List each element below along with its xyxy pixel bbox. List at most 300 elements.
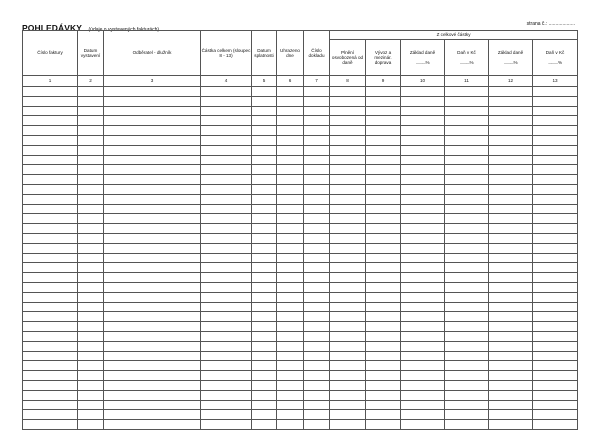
- table-cell: [104, 292, 201, 302]
- table-cell: [489, 233, 533, 243]
- table-cell: [401, 204, 445, 214]
- table-cell: [78, 106, 104, 116]
- table-cell: [445, 292, 489, 302]
- table-cell: [330, 371, 366, 381]
- table-cell: [489, 341, 533, 351]
- table-cell: [445, 165, 489, 175]
- table-cell: [330, 184, 366, 194]
- table-cell: [533, 204, 578, 214]
- table-row: [23, 126, 578, 136]
- table-cell: [533, 175, 578, 185]
- table-cell: [277, 253, 304, 263]
- table-cell: [533, 322, 578, 332]
- table-cell: [445, 155, 489, 165]
- table-cell: [366, 331, 401, 341]
- table-cell: [401, 312, 445, 322]
- table-cell: [330, 204, 366, 214]
- table-cell: [330, 263, 366, 273]
- table-cell: [201, 145, 252, 155]
- table-cell: [489, 292, 533, 302]
- table-cell: [366, 135, 401, 145]
- table-cell: [104, 155, 201, 165]
- table-cell: [201, 135, 252, 145]
- table-cell: [252, 341, 277, 351]
- table-cell: [23, 292, 78, 302]
- table-cell: [445, 243, 489, 253]
- table-cell: [330, 420, 366, 430]
- table-row: [23, 243, 578, 253]
- table-cell: [201, 263, 252, 273]
- table-cell: [104, 322, 201, 332]
- table-cell: [78, 312, 104, 322]
- table-cell: [401, 175, 445, 185]
- table-cell: [277, 263, 304, 273]
- table-cell: [533, 233, 578, 243]
- table-cell: [78, 87, 104, 97]
- table-cell: [252, 312, 277, 322]
- table-cell: [201, 322, 252, 332]
- table-row: [23, 410, 578, 420]
- table-cell: [445, 253, 489, 263]
- table-cell: [277, 341, 304, 351]
- table-cell: [104, 273, 201, 283]
- table-cell: [277, 184, 304, 194]
- table-cell: [445, 116, 489, 126]
- table-cell: [304, 292, 330, 302]
- table-row: [23, 214, 578, 224]
- table-cell: [366, 175, 401, 185]
- table-cell: [252, 243, 277, 253]
- table-cell: [201, 302, 252, 312]
- table-cell: [445, 420, 489, 430]
- table-cell: [401, 184, 445, 194]
- table-cell: [304, 312, 330, 322]
- table-cell: [277, 380, 304, 390]
- table-cell: [330, 380, 366, 390]
- table-cell: [277, 126, 304, 136]
- table-cell: [533, 302, 578, 312]
- header-group-of-total: Z celkové částky: [330, 31, 578, 40]
- table-cell: [78, 214, 104, 224]
- table-cell: [533, 155, 578, 165]
- table-cell: [401, 371, 445, 381]
- tax-base-1-percent: ..........%: [415, 59, 430, 65]
- table-cell: [366, 410, 401, 420]
- table-cell: [104, 214, 201, 224]
- table-cell: [401, 126, 445, 136]
- table-cell: [445, 390, 489, 400]
- table-cell: [277, 214, 304, 224]
- table-cell: [78, 224, 104, 234]
- table-cell: [445, 87, 489, 97]
- table-cell: [489, 145, 533, 155]
- table-row: [23, 380, 578, 390]
- table-cell: [366, 253, 401, 263]
- table-cell: [445, 224, 489, 234]
- table-body: [23, 87, 578, 430]
- table-cell: [252, 135, 277, 145]
- table-row: [23, 273, 578, 283]
- table-cell: [23, 400, 78, 410]
- table-cell: [445, 400, 489, 410]
- table-cell: [104, 312, 201, 322]
- table-cell: [401, 96, 445, 106]
- table-cell: [277, 282, 304, 292]
- table-row: [23, 175, 578, 185]
- table-cell: [401, 263, 445, 273]
- table-cell: [201, 331, 252, 341]
- table-cell: [23, 371, 78, 381]
- table-cell: [533, 371, 578, 381]
- table-cell: [277, 351, 304, 361]
- header-due-date: Datum splatnosti: [252, 31, 277, 76]
- table-cell: [78, 282, 104, 292]
- table-cell: [104, 116, 201, 126]
- table-row: [23, 155, 578, 165]
- table-cell: [104, 253, 201, 263]
- table-cell: [489, 331, 533, 341]
- table-cell: [304, 371, 330, 381]
- table-cell: [304, 410, 330, 420]
- table-cell: [78, 380, 104, 390]
- table-cell: [23, 282, 78, 292]
- table-cell: [78, 400, 104, 410]
- table-cell: [277, 145, 304, 155]
- column-number: 6: [277, 76, 304, 87]
- table-cell: [330, 96, 366, 106]
- table-cell: [533, 135, 578, 145]
- table-cell: [104, 302, 201, 312]
- header-issue-date: Datum vystavení: [78, 31, 104, 76]
- table-cell: [445, 194, 489, 204]
- table-cell: [277, 331, 304, 341]
- table-cell: [23, 273, 78, 283]
- table-cell: [489, 155, 533, 165]
- table-cell: [366, 282, 401, 292]
- table-cell: [304, 351, 330, 361]
- table-cell: [78, 253, 104, 263]
- table-cell: [445, 380, 489, 390]
- table-cell: [304, 302, 330, 312]
- table-cell: [304, 380, 330, 390]
- table-cell: [23, 126, 78, 136]
- table-cell: [78, 96, 104, 106]
- table-cell: [201, 361, 252, 371]
- table-row: [23, 331, 578, 341]
- table-cell: [304, 194, 330, 204]
- table-cell: [23, 204, 78, 214]
- table-cell: [104, 126, 201, 136]
- table-cell: [330, 126, 366, 136]
- table-cell: [445, 371, 489, 381]
- header-document-number: Číslo dokladu: [304, 31, 330, 76]
- table-cell: [252, 390, 277, 400]
- table-cell: [401, 106, 445, 116]
- table-cell: [330, 116, 366, 126]
- table-cell: [23, 380, 78, 390]
- table-cell: [366, 273, 401, 283]
- table-cell: [277, 204, 304, 214]
- table-row: [23, 184, 578, 194]
- table-cell: [23, 351, 78, 361]
- table-cell: [401, 420, 445, 430]
- table-cell: [489, 282, 533, 292]
- tax-base-2-percent: ..........%: [503, 59, 518, 65]
- table-cell: [78, 184, 104, 194]
- table-cell: [445, 282, 489, 292]
- table-cell: [366, 380, 401, 390]
- table-cell: [252, 233, 277, 243]
- table-cell: [330, 194, 366, 204]
- table-cell: [489, 273, 533, 283]
- header-row-top: [23, 31, 578, 40]
- title-main: POHLEDÁVKY: [22, 23, 83, 33]
- table-cell: [445, 106, 489, 116]
- table-cell: [78, 420, 104, 430]
- table-cell: [401, 233, 445, 243]
- table-cell: [104, 282, 201, 292]
- table-cell: [201, 165, 252, 175]
- table-row: [23, 204, 578, 214]
- table-cell: [533, 87, 578, 97]
- table-cell: [104, 361, 201, 371]
- table-cell: [366, 292, 401, 302]
- table-cell: [330, 400, 366, 410]
- header-tax-exempt: Plnění osvobozená od daně: [330, 40, 366, 76]
- table-cell: [489, 420, 533, 430]
- table-cell: [23, 135, 78, 145]
- header-invoice-number: Číslo faktury: [23, 31, 78, 76]
- table-cell: [23, 390, 78, 400]
- table-cell: [401, 390, 445, 400]
- table-cell: [78, 273, 104, 283]
- table-cell: [330, 233, 366, 243]
- table-cell: [330, 361, 366, 371]
- table-cell: [277, 194, 304, 204]
- table-cell: [23, 155, 78, 165]
- table-cell: [366, 204, 401, 214]
- table-cell: [366, 243, 401, 253]
- table-cell: [366, 400, 401, 410]
- table-row: [23, 106, 578, 116]
- column-number: 10: [401, 76, 445, 87]
- table-cell: [366, 155, 401, 165]
- table-cell: [489, 135, 533, 145]
- table-cell: [78, 341, 104, 351]
- table-cell: [277, 400, 304, 410]
- table-cell: [201, 184, 252, 194]
- table-cell: [277, 116, 304, 126]
- table-cell: [330, 214, 366, 224]
- table-cell: [533, 273, 578, 283]
- table-row: [23, 145, 578, 155]
- table-cell: [23, 194, 78, 204]
- table-cell: [252, 175, 277, 185]
- table-cell: [304, 224, 330, 234]
- table-cell: [366, 214, 401, 224]
- table-cell: [23, 243, 78, 253]
- table-cell: [104, 400, 201, 410]
- table-cell: [104, 145, 201, 155]
- table-cell: [401, 400, 445, 410]
- table-cell: [304, 184, 330, 194]
- table-cell: [78, 361, 104, 371]
- table-cell: [401, 87, 445, 97]
- table-cell: [201, 420, 252, 430]
- table-cell: [366, 351, 401, 361]
- table-cell: [489, 175, 533, 185]
- table-cell: [252, 273, 277, 283]
- table-cell: [252, 224, 277, 234]
- table-cell: [533, 312, 578, 322]
- column-number: 2: [78, 76, 104, 87]
- table-cell: [78, 302, 104, 312]
- table-cell: [78, 351, 104, 361]
- table-cell: [366, 322, 401, 332]
- column-number: 12: [489, 76, 533, 87]
- table-cell: [277, 312, 304, 322]
- table-cell: [104, 420, 201, 430]
- table-cell: [78, 135, 104, 145]
- table-cell: [304, 87, 330, 97]
- table-cell: [277, 420, 304, 430]
- table-cell: [489, 253, 533, 263]
- table-cell: [489, 224, 533, 234]
- table-cell: [533, 194, 578, 204]
- table-cell: [104, 410, 201, 420]
- tax-czk-2-percent: ..........%: [548, 59, 562, 65]
- column-number: 1: [23, 76, 78, 87]
- table-cell: [304, 400, 330, 410]
- table-cell: [252, 420, 277, 430]
- table-cell: [533, 224, 578, 234]
- header-tax-base-2: [489, 40, 533, 76]
- table-cell: [533, 282, 578, 292]
- table-cell: [277, 371, 304, 381]
- table-cell: [104, 96, 201, 106]
- table-row: [23, 233, 578, 243]
- tax-base-2-label: Základ daně: [497, 50, 524, 56]
- table-cell: [533, 331, 578, 341]
- table-cell: [533, 253, 578, 263]
- table-cell: [23, 312, 78, 322]
- table-cell: [23, 175, 78, 185]
- table-cell: [489, 87, 533, 97]
- table-cell: [401, 322, 445, 332]
- table-cell: [252, 87, 277, 97]
- table-cell: [23, 263, 78, 273]
- table-cell: [489, 96, 533, 106]
- table-cell: [23, 224, 78, 234]
- header-tax-czk-2: [533, 40, 578, 76]
- table-cell: [401, 116, 445, 126]
- table-cell: [277, 87, 304, 97]
- table-cell: [366, 184, 401, 194]
- table-cell: [78, 263, 104, 273]
- table-cell: [252, 126, 277, 136]
- table-cell: [277, 224, 304, 234]
- table-row: [23, 371, 578, 381]
- table-cell: [23, 361, 78, 371]
- table-cell: [445, 302, 489, 312]
- table-cell: [401, 194, 445, 204]
- table-cell: [401, 380, 445, 390]
- table-row: [23, 224, 578, 234]
- table-cell: [78, 371, 104, 381]
- table-row: [23, 253, 578, 263]
- table-cell: [533, 361, 578, 371]
- table-row: [23, 96, 578, 106]
- table-cell: [489, 243, 533, 253]
- table-cell: [304, 263, 330, 273]
- table-cell: [304, 243, 330, 253]
- column-number: 7: [304, 76, 330, 87]
- table-cell: [201, 214, 252, 224]
- table-cell: [445, 233, 489, 243]
- table-cell: [252, 184, 277, 194]
- column-number: 11: [445, 76, 489, 87]
- table-cell: [366, 263, 401, 273]
- table-row: [23, 263, 578, 273]
- table-cell: [445, 214, 489, 224]
- table-cell: [104, 233, 201, 243]
- table-cell: [201, 87, 252, 97]
- table-cell: [330, 282, 366, 292]
- header-total-amount: Částka celkem (sloupec 8 - 13): [201, 31, 252, 76]
- table-cell: [401, 243, 445, 253]
- table-cell: [252, 302, 277, 312]
- table-cell: [304, 390, 330, 400]
- title-subtitle: (údaje o vystavených fakturách): [88, 27, 160, 33]
- table-cell: [304, 204, 330, 214]
- table-cell: [533, 116, 578, 126]
- table-cell: [445, 273, 489, 283]
- table-cell: [277, 243, 304, 253]
- table-cell: [330, 322, 366, 332]
- table-cell: [23, 214, 78, 224]
- table-cell: [23, 331, 78, 341]
- table-cell: [304, 214, 330, 224]
- table-row: [23, 361, 578, 371]
- tax-czk-1-percent: ..........%: [459, 59, 474, 65]
- table-cell: [252, 282, 277, 292]
- table-cell: [304, 96, 330, 106]
- table-cell: [366, 194, 401, 204]
- table-cell: [445, 351, 489, 361]
- table-cell: [445, 410, 489, 420]
- table-row: [23, 165, 578, 175]
- table-cell: [304, 165, 330, 175]
- table-cell: [489, 116, 533, 126]
- table-cell: [366, 96, 401, 106]
- table-cell: [23, 341, 78, 351]
- table-cell: [201, 96, 252, 106]
- table-cell: [201, 351, 252, 361]
- table-cell: [401, 135, 445, 145]
- table-cell: [23, 145, 78, 155]
- table-cell: [277, 135, 304, 145]
- table-cell: [201, 194, 252, 204]
- table-cell: [201, 312, 252, 322]
- table-cell: [366, 341, 401, 351]
- table-cell: [304, 253, 330, 263]
- table-cell: [401, 165, 445, 175]
- table-cell: [445, 126, 489, 136]
- table-cell: [330, 87, 366, 97]
- table-cell: [533, 145, 578, 155]
- table-cell: [78, 204, 104, 214]
- table-cell: [252, 351, 277, 361]
